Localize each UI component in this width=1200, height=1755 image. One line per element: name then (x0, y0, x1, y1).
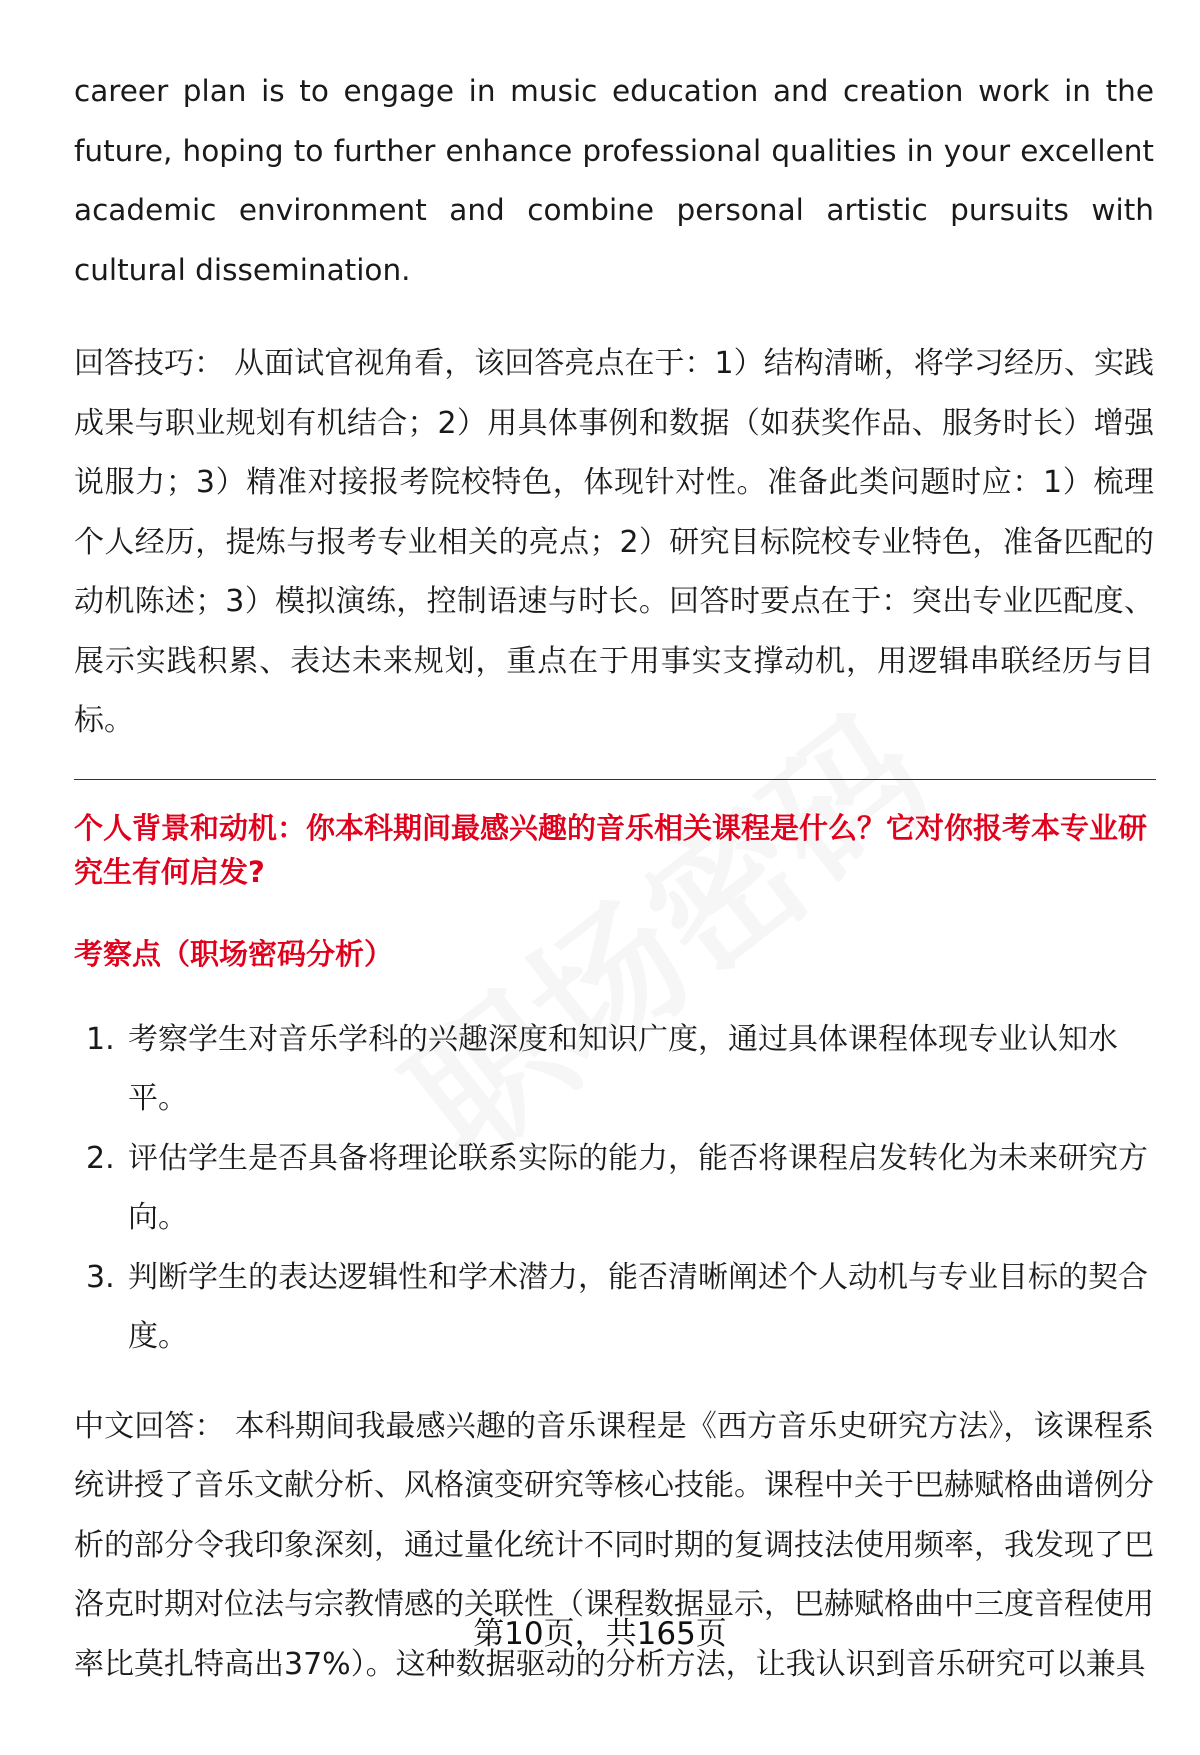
section-title: 考察点（职场密码分析） (74, 936, 394, 971)
intro-paragraph: career plan is to engage in music education and creation work in the future, hoping to further enhance professional qualities in your excellent academic environment and combine personal artistic pursuits with cultural dissemination. (74, 74, 1154, 287)
list-number: 3. (86, 1259, 115, 1295)
question-heading: 个人背景和动机：你本科期间最感兴趣的音乐相关课程是什么？它对你报考本专业研究生有何启发? (74, 810, 1148, 889)
tip-paragraph (74, 334, 1154, 751)
list-text: 考察学生对音乐学科的兴趣深度和知识广度，通过具体课程体现专业认知水平。 (128, 1021, 1118, 1116)
tip-label: 回答技巧： (74, 346, 225, 381)
list-text: 评估学生是否具备将理论联系实际的能力，能否将课程启发转化为未来研究方向。 (128, 1140, 1148, 1235)
list-number: 1. (86, 1021, 115, 1057)
tip-text: 从面试官视角看，该回答亮点在于：1）结构清晰，将学习经历、实践成果与职业规划有机结合；2）用具体事例和数据（如获奖作品、服务时长）增强说服力；3）精准对接报考院校特色，体现针对性。准备此类问题时应：1）梳理个人经历，提炼与报考专业相关的亮点；2）研究目标院校专业特色，准备匹配的动机陈述；3）模拟演练，控制语速与时长。回答时要点在于：突出专业匹配度、展示实践积累、表达未来规划，重点在于用事实支撑动机，用逻辑串联经历与目标。 (74, 346, 1155, 738)
section-divider (74, 779, 1156, 780)
list-item (74, 1129, 1154, 1248)
page-content (74, 62, 1154, 1694)
points-list (74, 1010, 1154, 1367)
list-item (74, 1010, 1154, 1129)
answer-text: 本科期间我最感兴趣的音乐课程是《西方音乐史研究方法》，该课程系统讲授了音乐文献分析、风格演变研究等核心技能。课程中关于巴赫赋格曲谱例分析的部分令我印象深刻，通过量化统计不同时期的复调技法使用频率，我发现了巴洛克时期对位法与宗教情感的关联性（课程数据显示，巴赫赋格曲中三度音程使用率比莫扎特高出37%）。这种数据驱动的分析方法，让我认识到音乐研究可以兼具 (74, 1408, 1155, 1682)
list-text: 判断学生的表达逻辑性和学术潜力，能否清晰阐述个人动机与专业目标的契合度。 (128, 1259, 1148, 1354)
page-number-footer: 第10页，共165页 (473, 1616, 727, 1652)
list-number: 2. (86, 1140, 115, 1176)
answer-label: 中文回答： (74, 1408, 225, 1444)
list-item (74, 1248, 1154, 1367)
